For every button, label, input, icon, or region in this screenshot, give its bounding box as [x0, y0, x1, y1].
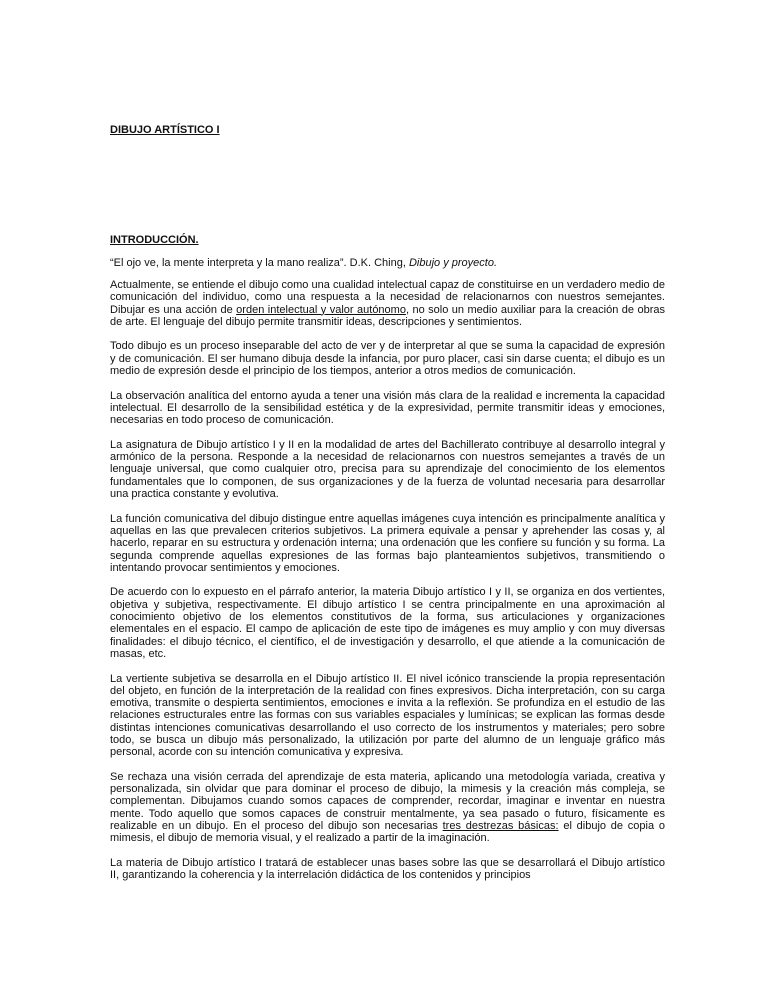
paragraph-text: La observación analítica del entorno ayuda a tener una visión más clara de la realidad e incrementa la capacidad intelectual. El desarrollo de la sensibilidad estética y de la expresividad, permite transmitir ideas y emociones, necesarias en todo proceso de comunicación. — [110, 389, 665, 427]
paragraph-text: La materia de Dibujo artístico I tratará de establecer unas bases sobre las que se desarrollará el Dibujo artístico II, garantizando la coherencia y la interrelación didáctica de los contenidos y principios — [110, 856, 665, 882]
paragraph-text: , no solo un medio auxiliar para la creación de obras de arte. El lenguaje del dibujo permite transmitir ideas, descripciones y sentimientos. — [110, 303, 665, 328]
paragraph — [110, 279, 665, 328]
paragraph — [110, 439, 665, 500]
underlined-text: tres destrezas básicas: — [442, 820, 559, 833]
document-body — [110, 279, 665, 894]
document-title: DIBUJO ARTÍSTICO I — [110, 124, 220, 136]
quote-text: “El ojo ve, la mente interpreta y la mano realiza”. D.K. Ching, — [110, 257, 409, 269]
paragraph — [110, 857, 665, 882]
underlined-text: orden intelectual y valor autónomo — [236, 303, 406, 316]
paragraph — [110, 340, 665, 377]
quote-book-title: Dibujo y proyecto. — [408, 257, 498, 269]
paragraph-text: La función comunicativa del dibujo distingue entre aquellas imágenes cuya intención es principalmente analítica y aquellas en las que prevalecen criterios subjetivos. La primera equivale a pensar y aprehender las cosas y, al hacerlo, reparar en su estructura y ordenación interna; una ordenación que les confiere su función y su forma. La segunda comprende aquellas expresiones de las formas bajo planteamientos subjetivos, transmitiendo o intentando provocar sentimientos y emociones. — [110, 512, 665, 574]
paragraph-text: el dibujo de copia o mimesis, el dibujo de memoria visual, y el realizado a partir de la imaginación. — [110, 820, 665, 845]
paragraph-text: Se rechaza una visión cerrada del aprendizaje de esta materia, aplicando una metodología variada, creativa y personalizada, sin olvidar que para dominar el proceso de dibujo, la mimesis y la creación más compleja, se complementan. Dibujamos cuando somos capaces de comprender, recordar, imaginar e inventar en nuestra mente. Todo aquello que somos capaces de construir mentalmente, ya sea pasado o futuro, físicamente es realizable en un dibujo. En el proceso del dibujo son necesarias — [110, 770, 665, 833]
paragraph-text: Actualmente, se entiende el dibujo como una cualidad intelectual capaz de constituirse en un verdadero medio de comunicación del individuo, como una respuesta a la necesidad de relacionarnos con nuestros semejantes. Dibujar es una acción de — [110, 279, 665, 316]
epigraph-quote — [110, 257, 497, 269]
paragraph — [110, 513, 665, 574]
paragraph — [110, 673, 665, 759]
paragraph-text: Todo dibujo es un proceso inseparable del acto de ver y de interpretar al que se suma la capacidad de expresión y de comunicación. El ser humano dibuja desde la infancia, por puro placer, casi sin darse cuenta; el dibujo es un medio de expresión desde el principio de los tiempos, anterior a otros medios de comunicación. — [110, 340, 665, 378]
paragraph — [110, 390, 665, 427]
paragraph-text: La vertiente subjetiva se desarrolla en el Dibujo artístico II. El nivel icónico transciende la propia representación del objeto, en función de la interpretación de la realidad con fines expresivos. Dicha interpretación, con su carga emotiva, transmite o despierta sentimientos, emociones e invita a la reflexión. Se profundiza en el estudio de las relaciones estructurales entre las formas con sus variables espaciales y lumínicas; se explican las formas desde distintas intenciones comunicativas desarrollando el uso correcto de los instrumentos y materiales; pero sobre todo, se busca un dibujo más personalizado, la utilización por parte del alumno de un lenguaje gráfico más personal, acorde con su intención comunicativa y expresiva. — [110, 672, 665, 759]
paragraph-text: De acuerdo con lo expuesto en el párrafo anterior, la materia Dibujo artístico I y II, se organiza en dos vertientes, objetiva y subjetiva, respectivamente. El dibujo artístico I se centra principalmente en una aproximación al conocimiento objetivo de los elementos constitutivos de la forma, sus articulaciones y organizaciones elementales en el espacio. El campo de aplicación de este tipo de imágenes es muy amplio y con muy diversas finalidades: el dibujo técnico, el científico, el de investigación y desarrollo, el que atiende a la comunicación de masas, etc. — [110, 586, 665, 660]
section-heading-introduccion: INTRODUCCIÓN. — [110, 234, 199, 246]
paragraph — [110, 586, 665, 660]
paragraph-text: La asignatura de Dibujo artístico I y II en la modalidad de artes del Bachillerato contribuye al desarrollo integral y armónico de la persona. Responde a la necesidad de relacionarnos con nuestros semejantes a través de un lenguaje universal, que como cualquier otro, precisa para su aprendizaje del conocimiento de los elementos fundamentales que lo componen, de sus organizaciones y de la fuerza de voluntad necesaria para desarrollar una practica constante y evolutiva. — [110, 438, 665, 501]
paragraph — [110, 771, 665, 845]
